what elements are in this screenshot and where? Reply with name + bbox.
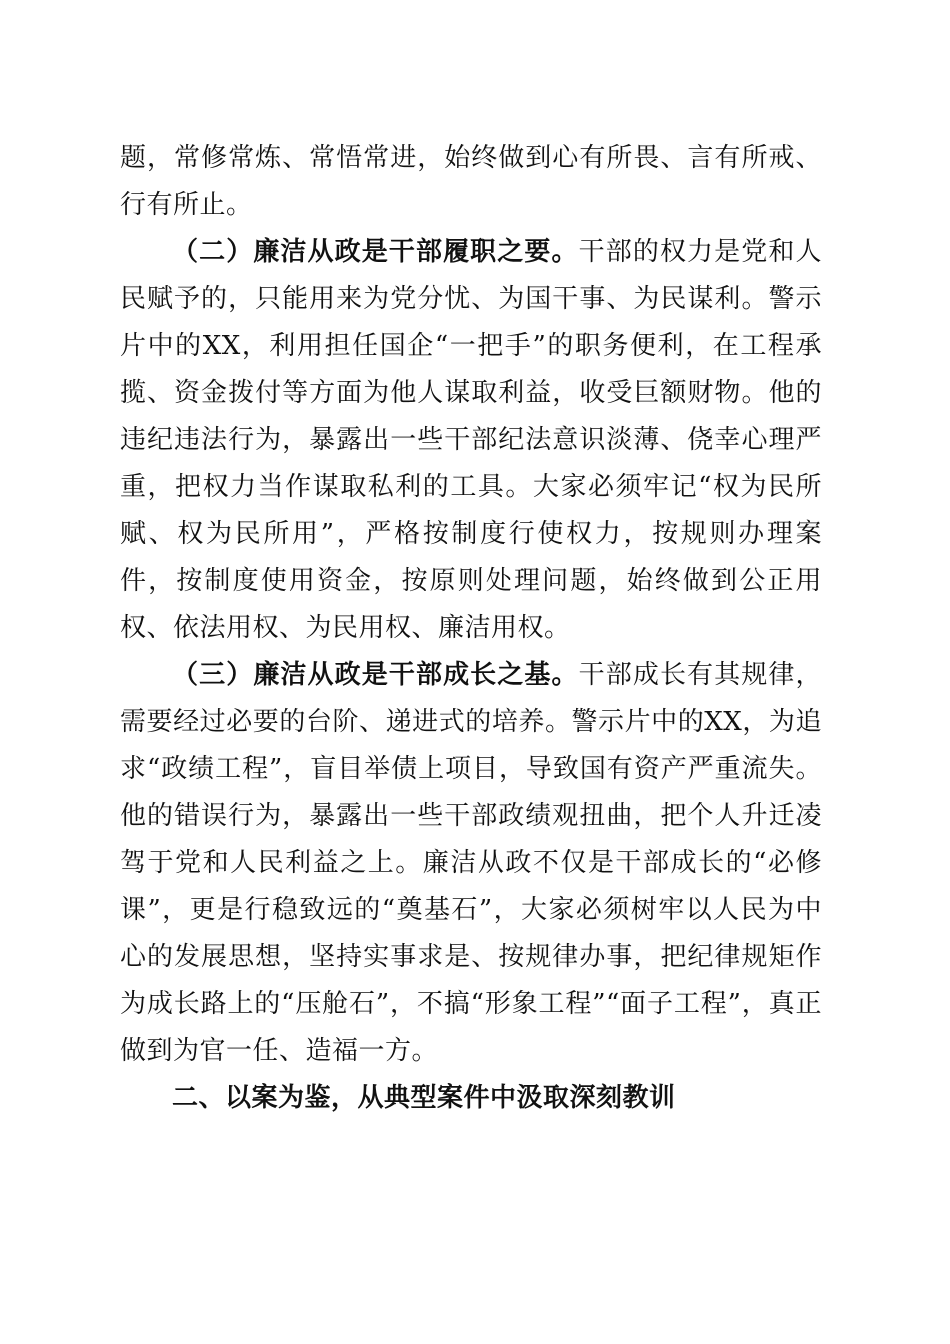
paragraph-section-2 [120, 229, 822, 652]
paragraph-section-3 [120, 652, 822, 1075]
paragraph-body-text: 干部的权力是党和人民赋予的，只能用来为党分忧、为国干事、为民谋利。警示片中的XX，利用担任国企“一把手”的职务便利，在工程承揽、资金拨付等方面为他人谋取利益，收受巨额财物。他的违纪违法行为，暴露出一些干部纪法意识淡薄、侥幸心理严重，把权力当作谋取私利的工具。大家必须牢记“权为民所赋、权为民所用”，严格按制度行使权力，按规则办理案件，按制度使用资金，按原则处理问题，始终做到公正用权、依法用权、为民用权、廉洁用权。 [120, 237, 822, 643]
paragraph-continuation: 题，常修常炼、常悟常进，始终做到心有所畏、言有所戒、行有所止。 [120, 143, 822, 220]
paragraph-body-text: 干部成长有其规律，需要经过必要的台阶、递进式的培养。警示片中的XX，为追求“政绩工程”，盲目举债上项目，导致国有资产严重流失。他的错误行为，暴露出一些干部政绩观扭曲，把个人升迁凌驾于党和人民利益之上。廉洁从政不仅是干部成长的“必修课”，更是行稳致远的“奠基石”，大家必须树牢以人民为中心的发展思想，坚持实事求是、按规律办事，把纪律规矩作为成长路上的“压舱石”，不搞“形象工程”“面子工程”，真正做到为官一任、造福一方。 [120, 660, 822, 1066]
section-heading: 二、以案为鉴，从典型案件中汲取深刻教训 [172, 1083, 676, 1113]
paragraph-lead-heading: （三）廉洁从政是干部成长之基。 [172, 660, 579, 690]
document-body [120, 135, 822, 1122]
paragraph-lead-heading: （二）廉洁从政是干部履职之要。 [172, 237, 579, 267]
